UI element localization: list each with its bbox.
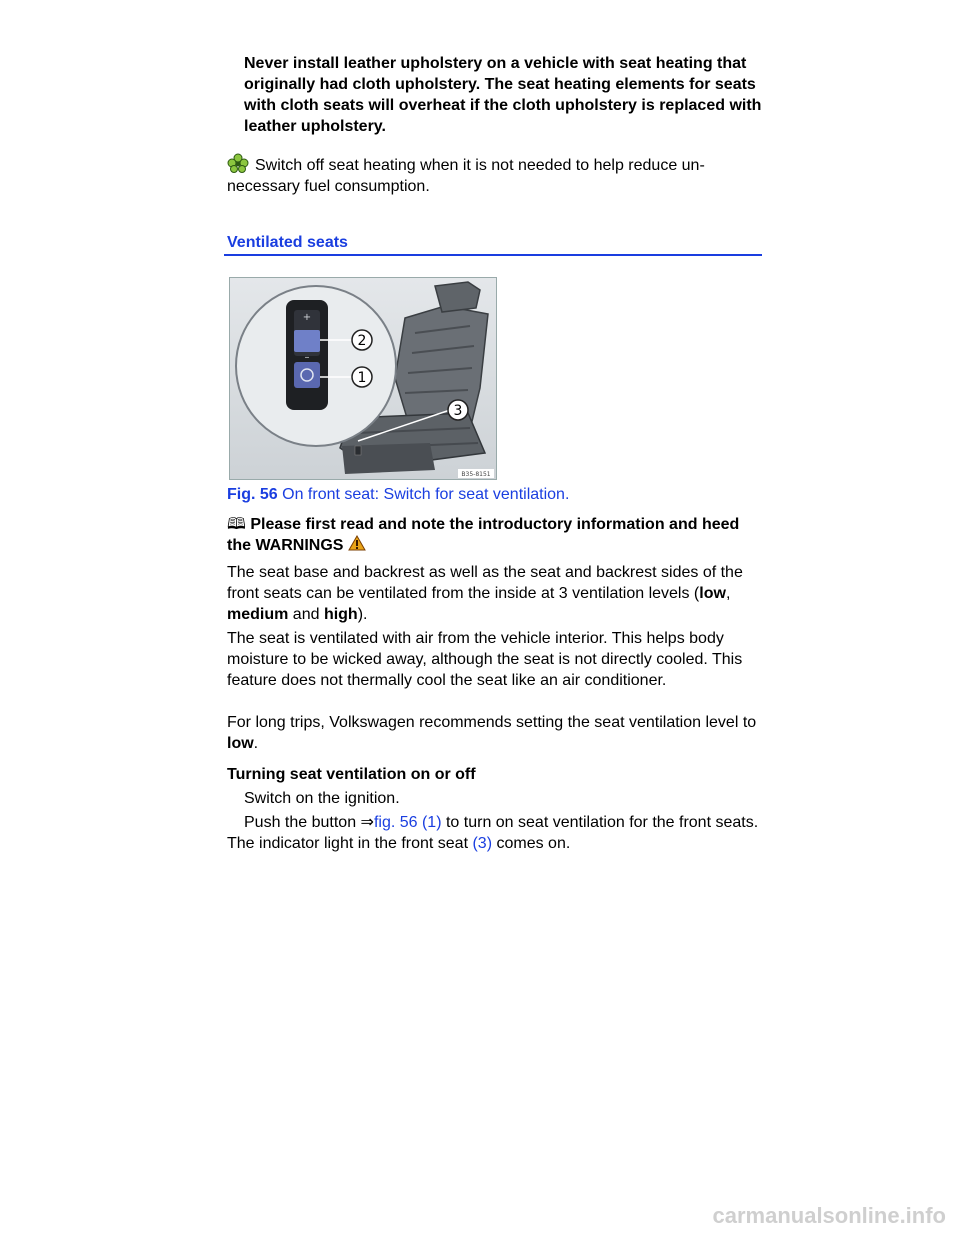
step-2: Push the button ⇒fig. 56 (1) to turn on seat ventilation for the front seats. The indicator light in the front seat (3) comes on. <box>227 814 759 852</box>
book-icon: 🕮 <box>227 516 246 533</box>
step-1: Switch on the ignition. <box>244 790 400 807</box>
eco-leaf-icon <box>227 153 249 173</box>
figure-code: B35-8151 <box>461 471 491 478</box>
eco-note: Switch off seat heating when it is not needed to help reduce unnecessary fuel consumption. <box>227 153 762 197</box>
watermark: carmanualsonline.info <box>712 1203 946 1228</box>
paragraph-long-trips: For long trips, Volkswagen recommends setting the seat ventilation level to low. <box>227 714 757 752</box>
paragraph-levels: The seat base and backrest as well as the seat and backrest sides of the front seats can be ventilated from the inside at 3 ventilation levels (low, medium and high). <box>227 564 743 623</box>
subheading-turning: Turning seat ventilation on or off <box>227 766 476 783</box>
figure-seat-ventilation <box>229 277 497 480</box>
figure-caption-label: Fig. 56 <box>227 486 278 503</box>
paragraph-air: The seat is ventilated with air from the vehicle interior. This helps body moisture to be wicked away, although the seat is not directly cooled. This feature does not thermally cool the seat like an air conditioner. <box>227 630 743 689</box>
figure-caption-text: On front seat: Switch for seat ventilation. <box>277 486 570 503</box>
warning-triangle-icon <box>348 535 366 551</box>
callout-2-label: 2 <box>357 333 367 349</box>
section-rule <box>224 254 762 256</box>
figure-caption <box>227 484 569 505</box>
callout-3-link[interactable]: (3) <box>472 835 493 852</box>
callout-3-label: 3 <box>453 403 463 419</box>
svg-text:+: + <box>302 312 312 323</box>
seat-illustration <box>230 278 496 479</box>
intro-note: 🕮 Please first read and note the introductory information and heed the WARNINGS <box>227 516 740 554</box>
section-title: Ventilated seats <box>227 234 348 251</box>
callout-1-label: 1 <box>357 370 367 386</box>
fig-56-link[interactable]: fig. 56 (1) <box>373 814 442 831</box>
arrow-icon: ⇒ <box>360 814 374 831</box>
svg-text:–: – <box>304 352 310 363</box>
warning-continuation: Never install leather upholstery on a vehicle with seat heating that originally had cloth upholstery. The seat heating elements for seats with cloth seats will overheat if the cloth upholstery is replaced with leather upholstery. <box>244 55 762 135</box>
